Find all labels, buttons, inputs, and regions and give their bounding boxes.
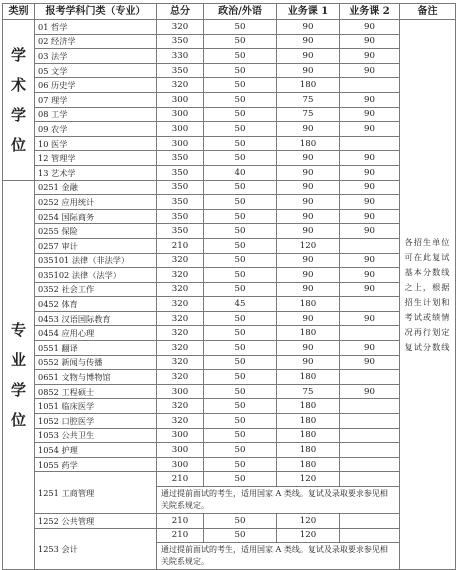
table-row xyxy=(3,399,456,414)
table-row xyxy=(3,282,456,297)
subject-name: 1051 临床医学 xyxy=(35,399,157,414)
politics-language-score: 50 xyxy=(204,514,277,529)
course-1-score: 180 xyxy=(277,78,340,93)
header-course-1: 业务课 1 xyxy=(277,4,340,20)
table-row xyxy=(3,20,456,35)
admission-note: 通过提前面试的考生，适用国家 A 类线。复试及录取要求参见相关院系规定。 xyxy=(157,543,400,570)
total-score: 350 xyxy=(157,151,204,166)
header-politics-language: 政治/外语 xyxy=(204,4,277,20)
subject-name: 05 文学 xyxy=(35,63,157,78)
category-char: 业 xyxy=(10,350,26,369)
table-row xyxy=(3,457,456,472)
table-row xyxy=(3,326,456,341)
course-1-score: 180 xyxy=(277,399,340,414)
total-score: 300 xyxy=(157,457,204,472)
table-row xyxy=(3,370,456,385)
header-category: 类别 xyxy=(3,4,35,20)
total-score: 350 xyxy=(157,63,204,78)
total-score: 320 xyxy=(157,78,204,93)
table-row xyxy=(3,209,456,224)
subject-name: 1052 口腔医学 xyxy=(35,414,157,429)
total-score: 300 xyxy=(157,136,204,151)
table-row xyxy=(3,49,456,64)
total-score: 300 xyxy=(157,384,204,399)
course-1-score: 90 xyxy=(277,253,340,268)
score-table xyxy=(2,3,456,570)
category-char: 术 xyxy=(10,75,26,94)
course-2-score: 90 xyxy=(340,92,400,107)
table-row xyxy=(3,355,456,370)
subject-name: 10 医学 xyxy=(35,136,157,151)
table-row xyxy=(3,443,456,458)
table-row xyxy=(3,472,456,487)
course-2-score xyxy=(340,78,400,93)
course-1-score: 180 xyxy=(277,297,340,312)
course-1-score: 90 xyxy=(277,282,340,297)
total-score: 320 xyxy=(157,399,204,414)
course-1-score: 120 xyxy=(277,528,340,543)
subject-name: 0252 应用统计 xyxy=(35,195,157,210)
total-score: 300 xyxy=(157,428,204,443)
total-score: 350 xyxy=(157,209,204,224)
total-score: 300 xyxy=(157,122,204,137)
course-2-score: 90 xyxy=(340,180,400,195)
total-score: 210 xyxy=(157,514,204,529)
course-2-score xyxy=(340,297,400,312)
header-total: 总分 xyxy=(157,4,204,20)
course-2-score xyxy=(340,457,400,472)
header-subject: 报考学科门类（专业） xyxy=(35,4,157,20)
category-char: 位 xyxy=(10,410,26,429)
course-1-score: 90 xyxy=(277,180,340,195)
table-row xyxy=(3,297,456,312)
course-1-score: 75 xyxy=(277,92,340,107)
course-2-score: 90 xyxy=(340,165,400,180)
category-char: 学 xyxy=(10,380,26,399)
table-row xyxy=(3,92,456,107)
subject-name: 01 哲学 xyxy=(35,20,157,35)
course-1-score: 90 xyxy=(277,34,340,49)
politics-language-score: 50 xyxy=(204,180,277,195)
politics-language-score: 50 xyxy=(204,224,277,239)
table-row xyxy=(3,268,456,283)
subject-name: 06 历史学 xyxy=(35,78,157,93)
politics-language-score: 50 xyxy=(204,384,277,399)
total-score: 300 xyxy=(157,443,204,458)
subject-name: 035101 法律（非法学） xyxy=(35,253,157,268)
course-2-score xyxy=(340,326,400,341)
course-1-score: 90 xyxy=(277,63,340,78)
table-body xyxy=(3,20,456,570)
course-2-score: 90 xyxy=(340,151,400,166)
politics-language-score: 50 xyxy=(204,326,277,341)
course-1-score: 120 xyxy=(277,238,340,253)
total-score: 300 xyxy=(157,107,204,122)
course-2-score xyxy=(340,428,400,443)
politics-language-score: 50 xyxy=(204,268,277,283)
course-2-score xyxy=(340,514,400,529)
course-1-score: 90 xyxy=(277,122,340,137)
total-score: 350 xyxy=(157,165,204,180)
course-1-score: 90 xyxy=(277,268,340,283)
subject-name: 1252 公共管理 xyxy=(35,514,157,529)
table-row xyxy=(3,428,456,443)
politics-language-score: 40 xyxy=(204,165,277,180)
politics-language-score: 50 xyxy=(204,107,277,122)
table-row xyxy=(3,224,456,239)
course-2-score: 90 xyxy=(340,253,400,268)
course-2-score: 90 xyxy=(340,268,400,283)
politics-language-score: 50 xyxy=(204,528,277,543)
subject-name: 03 法学 xyxy=(35,49,157,64)
course-1-score: 180 xyxy=(277,370,340,385)
course-2-score: 90 xyxy=(340,195,400,210)
subject-name: 0651 文物与博物馆 xyxy=(35,370,157,385)
subject-name: 1054 护理 xyxy=(35,443,157,458)
subject-name: 0254 国际商务 xyxy=(35,209,157,224)
admission-note: 通过提前面试的考生，适用国家 A 类线。复试及录取要求参见相关院系规定。 xyxy=(157,487,400,514)
course-1-score: 120 xyxy=(277,472,340,487)
total-score: 320 xyxy=(157,355,204,370)
subject-name: 0251 金融 xyxy=(35,180,157,195)
politics-language-score: 50 xyxy=(204,136,277,151)
table-row xyxy=(3,78,456,93)
table-row xyxy=(3,384,456,399)
course-2-score: 90 xyxy=(340,63,400,78)
course-1-score: 180 xyxy=(277,414,340,429)
total-score: 300 xyxy=(157,92,204,107)
course-2-score xyxy=(340,443,400,458)
course-2-score: 90 xyxy=(340,384,400,399)
course-1-score: 90 xyxy=(277,195,340,210)
course-2-score: 90 xyxy=(340,20,400,35)
course-2-score: 90 xyxy=(340,282,400,297)
politics-language-score: 50 xyxy=(204,195,277,210)
table-row xyxy=(3,238,456,253)
subject-name: 0852 工程硕士 xyxy=(35,384,157,399)
total-score: 350 xyxy=(157,180,204,195)
course-1-score: 90 xyxy=(277,224,340,239)
subject-name: 0551 翻译 xyxy=(35,341,157,356)
politics-language-score: 50 xyxy=(204,238,277,253)
course-2-score: 90 xyxy=(340,224,400,239)
politics-language-score: 50 xyxy=(204,78,277,93)
category-char: 专 xyxy=(10,320,26,339)
politics-language-score: 50 xyxy=(204,34,277,49)
politics-language-score: 50 xyxy=(204,472,277,487)
total-score: 320 xyxy=(157,370,204,385)
subject-name: 12 管理学 xyxy=(35,151,157,166)
category-char: 学 xyxy=(10,45,26,64)
course-1-score: 90 xyxy=(277,49,340,64)
subject-name: 08 工学 xyxy=(35,107,157,122)
score-table-container xyxy=(2,3,456,570)
remark-cell: 各招生单位可在此复试基本分数线之上，根据招生计划和考试或绩情况再行划定复试分数线 xyxy=(400,20,456,570)
subject-name: 0352 社会工作 xyxy=(35,282,157,297)
category-professional xyxy=(3,180,35,570)
table-row xyxy=(3,151,456,166)
course-2-score: 90 xyxy=(340,341,400,356)
politics-language-score: 50 xyxy=(204,151,277,166)
course-1-score: 90 xyxy=(277,341,340,356)
total-score: 320 xyxy=(157,268,204,283)
table-row xyxy=(3,180,456,195)
subject-name: 02 经济学 xyxy=(35,34,157,49)
header-remark: 备注 xyxy=(400,4,456,20)
subject-name: 0552 新闻与传播 xyxy=(35,355,157,370)
table-row xyxy=(3,528,456,543)
table-row xyxy=(3,136,456,151)
total-score: 320 xyxy=(157,297,204,312)
course-2-score: 90 xyxy=(340,107,400,122)
table-row xyxy=(3,253,456,268)
header-row xyxy=(3,4,456,20)
politics-language-score: 50 xyxy=(204,399,277,414)
table-row xyxy=(3,63,456,78)
politics-language-score: 50 xyxy=(204,209,277,224)
course-1-score: 90 xyxy=(277,209,340,224)
table-row xyxy=(3,414,456,429)
politics-language-score: 50 xyxy=(204,282,277,297)
table-row xyxy=(3,107,456,122)
course-1-score: 180 xyxy=(277,428,340,443)
total-score: 210 xyxy=(157,238,204,253)
politics-language-score: 50 xyxy=(204,428,277,443)
total-score: 320 xyxy=(157,20,204,35)
course-1-score: 90 xyxy=(277,151,340,166)
total-score: 320 xyxy=(157,311,204,326)
course-2-score xyxy=(340,399,400,414)
politics-language-score: 45 xyxy=(204,297,277,312)
table-row xyxy=(3,165,456,180)
politics-language-score: 50 xyxy=(204,122,277,137)
course-2-score: 90 xyxy=(340,122,400,137)
subject-name: 0257 审计 xyxy=(35,238,157,253)
table-row xyxy=(3,311,456,326)
course-2-score: 90 xyxy=(340,311,400,326)
course-1-score: 180 xyxy=(277,136,340,151)
subject-name: 13 艺术学 xyxy=(35,165,157,180)
subject-name: 07 理学 xyxy=(35,92,157,107)
politics-language-score: 50 xyxy=(204,311,277,326)
course-2-score xyxy=(340,528,400,543)
total-score: 320 xyxy=(157,341,204,356)
course-1-score: 180 xyxy=(277,443,340,458)
subject-name: 0453 汉语国际教育 xyxy=(35,311,157,326)
course-2-score: 90 xyxy=(340,209,400,224)
header-course-2: 业务课 2 xyxy=(340,4,400,20)
course-1-score: 75 xyxy=(277,107,340,122)
subject-name: 09 农学 xyxy=(35,122,157,137)
course-2-score xyxy=(340,370,400,385)
course-1-score: 90 xyxy=(277,311,340,326)
subject-name: 0255 保险 xyxy=(35,224,157,239)
category-char: 位 xyxy=(10,135,26,154)
course-1-score: 90 xyxy=(277,355,340,370)
subject-name: 0454 应用心理 xyxy=(35,326,157,341)
total-score: 350 xyxy=(157,34,204,49)
course-1-score: 75 xyxy=(277,384,340,399)
course-2-score xyxy=(340,472,400,487)
table-row xyxy=(3,514,456,529)
course-2-score xyxy=(340,414,400,429)
total-score: 350 xyxy=(157,224,204,239)
total-score: 350 xyxy=(157,195,204,210)
table-row xyxy=(3,341,456,356)
politics-language-score: 50 xyxy=(204,49,277,64)
category-char: 学 xyxy=(10,105,26,124)
total-score: 320 xyxy=(157,253,204,268)
subject-name: 035102 法律（法学） xyxy=(35,268,157,283)
subject-name: 0452 体育 xyxy=(35,297,157,312)
table-row xyxy=(3,122,456,137)
politics-language-score: 50 xyxy=(204,63,277,78)
course-2-score: 90 xyxy=(340,49,400,64)
total-score: 210 xyxy=(157,528,204,543)
course-1-score: 180 xyxy=(277,326,340,341)
politics-language-score: 50 xyxy=(204,341,277,356)
course-1-score: 120 xyxy=(277,514,340,529)
politics-language-score: 50 xyxy=(204,370,277,385)
course-2-score xyxy=(340,136,400,151)
subject-name: 1053 公共卫生 xyxy=(35,428,157,443)
course-2-score: 90 xyxy=(340,355,400,370)
table-row xyxy=(3,195,456,210)
total-score: 320 xyxy=(157,282,204,297)
politics-language-score: 50 xyxy=(204,443,277,458)
subject-name: 1253 会计 xyxy=(35,528,157,570)
politics-language-score: 50 xyxy=(204,92,277,107)
politics-language-score: 50 xyxy=(204,20,277,35)
subject-name: 1055 药学 xyxy=(35,457,157,472)
course-1-score: 90 xyxy=(277,165,340,180)
politics-language-score: 50 xyxy=(204,457,277,472)
politics-language-score: 50 xyxy=(204,355,277,370)
subject-name: 1251 工商管理 xyxy=(35,472,157,514)
politics-language-score: 50 xyxy=(204,414,277,429)
politics-language-score: 50 xyxy=(204,253,277,268)
total-score: 330 xyxy=(157,49,204,64)
course-2-score xyxy=(340,238,400,253)
course-1-score: 90 xyxy=(277,20,340,35)
total-score: 210 xyxy=(157,472,204,487)
course-1-score: 180 xyxy=(277,457,340,472)
total-score: 320 xyxy=(157,414,204,429)
total-score: 320 xyxy=(157,326,204,341)
course-2-score: 90 xyxy=(340,34,400,49)
table-row xyxy=(3,34,456,49)
category-academic xyxy=(3,20,35,181)
